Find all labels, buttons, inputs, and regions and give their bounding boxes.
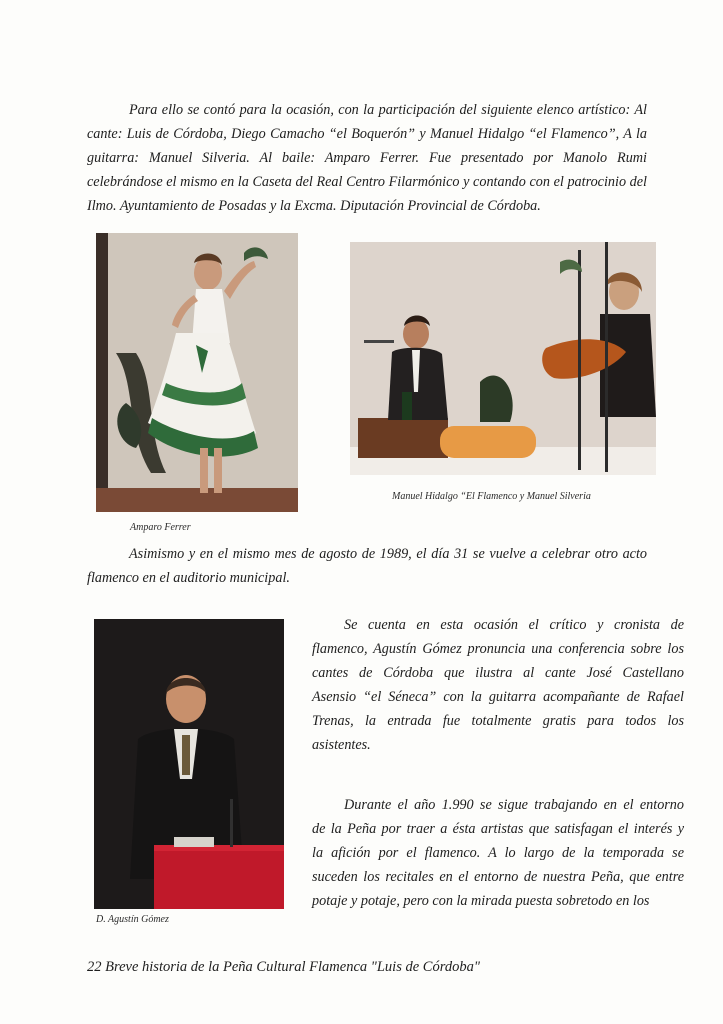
text-line: Ilmo. Ayuntamiento de Posadas y la Excma. Diputación Provincial de Córdoba. [87, 198, 541, 214]
text-line: Asimismo y en el mismo mes de agosto de 1989, el día 31 se vuelve a celebrar otro acto [129, 546, 647, 562]
text-line: flamenco en el auditorio municipal. [87, 570, 290, 586]
text-line: suceden los recitales en el entorno de nuestra Peña, que entre [312, 869, 684, 885]
fourth-paragraph [312, 793, 684, 913]
third-paragraph [312, 613, 684, 757]
text-line: asistentes. [312, 737, 371, 753]
text-line: guitarra: Manuel Silveria. Al baile: Amparo Ferrer. Fue presentado por Manolo Rumi [87, 150, 647, 166]
text-line: de la Peña por traer a ésta artistas que satisfagan el interés y [312, 821, 684, 837]
agustin-gomez-photo [94, 619, 284, 909]
text-line: Trenas, la entrada fue totalmente gratis para todos los [312, 713, 684, 729]
photo-caption-hidalgo: Manuel Hidalgo “El Flamenco y Manuel Silveria [392, 491, 591, 502]
text-line: potaje y potaje, pero con la mirada puesta sobretodo en los [312, 893, 650, 909]
text-line: cante: Luis de Córdoba, Diego Camacho “el Boquerón” y Manuel Hidalgo “el Flamenco”, A la [87, 126, 647, 142]
text-line: celebrándose el mismo en la Caseta del Real Centro Filarmónico y contando con el patrocinio del [87, 174, 647, 190]
second-paragraph [87, 542, 647, 590]
text-line: flamenco, Agustín Gómez pronuncia una conferencia sobre los [312, 641, 684, 657]
text-line: Durante el año 1.990 se sigue trabajando en el entorno [344, 797, 684, 813]
text-line: cantes de Córdoba que ilustra al cante José Castellano [312, 665, 684, 681]
text-line: la afición por el flamenco. A lo largo de la temporada se [312, 845, 684, 861]
page-footer: 22 Breve historia de la Peña Cultural Flamenca "Luis de Córdoba" [87, 959, 480, 975]
amparo-ferrer-photo [96, 233, 298, 512]
text-line: Para ello se contó para la ocasión, con la participación del siguiente elenco artístico: Al [129, 102, 647, 118]
text-line: Asensio “el Séneca” con la guitarra acompañante de Rafael [312, 689, 684, 705]
text-line: Se cuenta en esta ocasión el crítico y cronista de [344, 617, 684, 633]
hidalgo-silveria-photo [350, 242, 656, 475]
photo-caption-gomez: D. Agustín Gómez [96, 914, 169, 925]
intro-paragraph [87, 98, 647, 218]
photo-caption-amparo: Amparo Ferrer [130, 522, 191, 533]
